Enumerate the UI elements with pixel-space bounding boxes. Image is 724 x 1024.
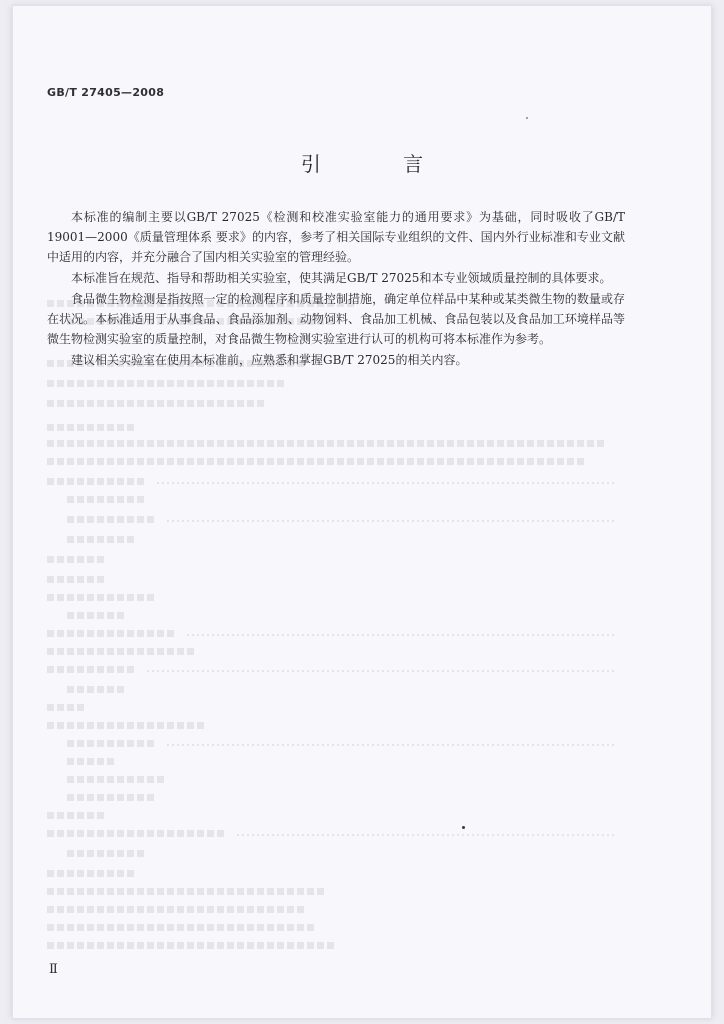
paragraph-1: 本标准的编制主要以GB/T 27025《检测和校准实验室能力的通用要求》为基础，同时吸收了GB/T 19001—2000《质量管理体系 要求》的内容，参考了相关国际专业组织的文件、国内外行业标准和专业文献中适用的内容，并充分融合了国内相关实验室的管理经验。 [47, 210, 625, 264]
paragraph-4: 建议相关实验室在使用本标准前，应熟悉和掌握GB/T 27025的相关内容。 [71, 353, 468, 367]
page-title: 引 言 [300, 152, 462, 176]
scan-speck [462, 826, 465, 829]
standard-code: GB/T 27405—2008 [47, 86, 165, 99]
scan-speck [526, 117, 528, 119]
paragraph-2: 本标准旨在规范、指导和帮助相关实验室，使其满足GB/T 27025和本专业领域质量控制的具体要求。 [71, 271, 612, 285]
document-body [47, 207, 625, 371]
page-number: Ⅱ [49, 962, 58, 977]
paragraph-3: 食品微生物检测是指按照一定的检测程序和质量控制措施，确定单位样品中某种或某类微生物的数量或存在状况。本标准适用于从事食品、食品添加剂、动物饲料、食品加工机械、食品包装以及食品加工环境样品等微生物检测实验室的质量控制，对食品微生物检测实验室进行认可的机构可将本标准作为参考。 [47, 292, 625, 346]
